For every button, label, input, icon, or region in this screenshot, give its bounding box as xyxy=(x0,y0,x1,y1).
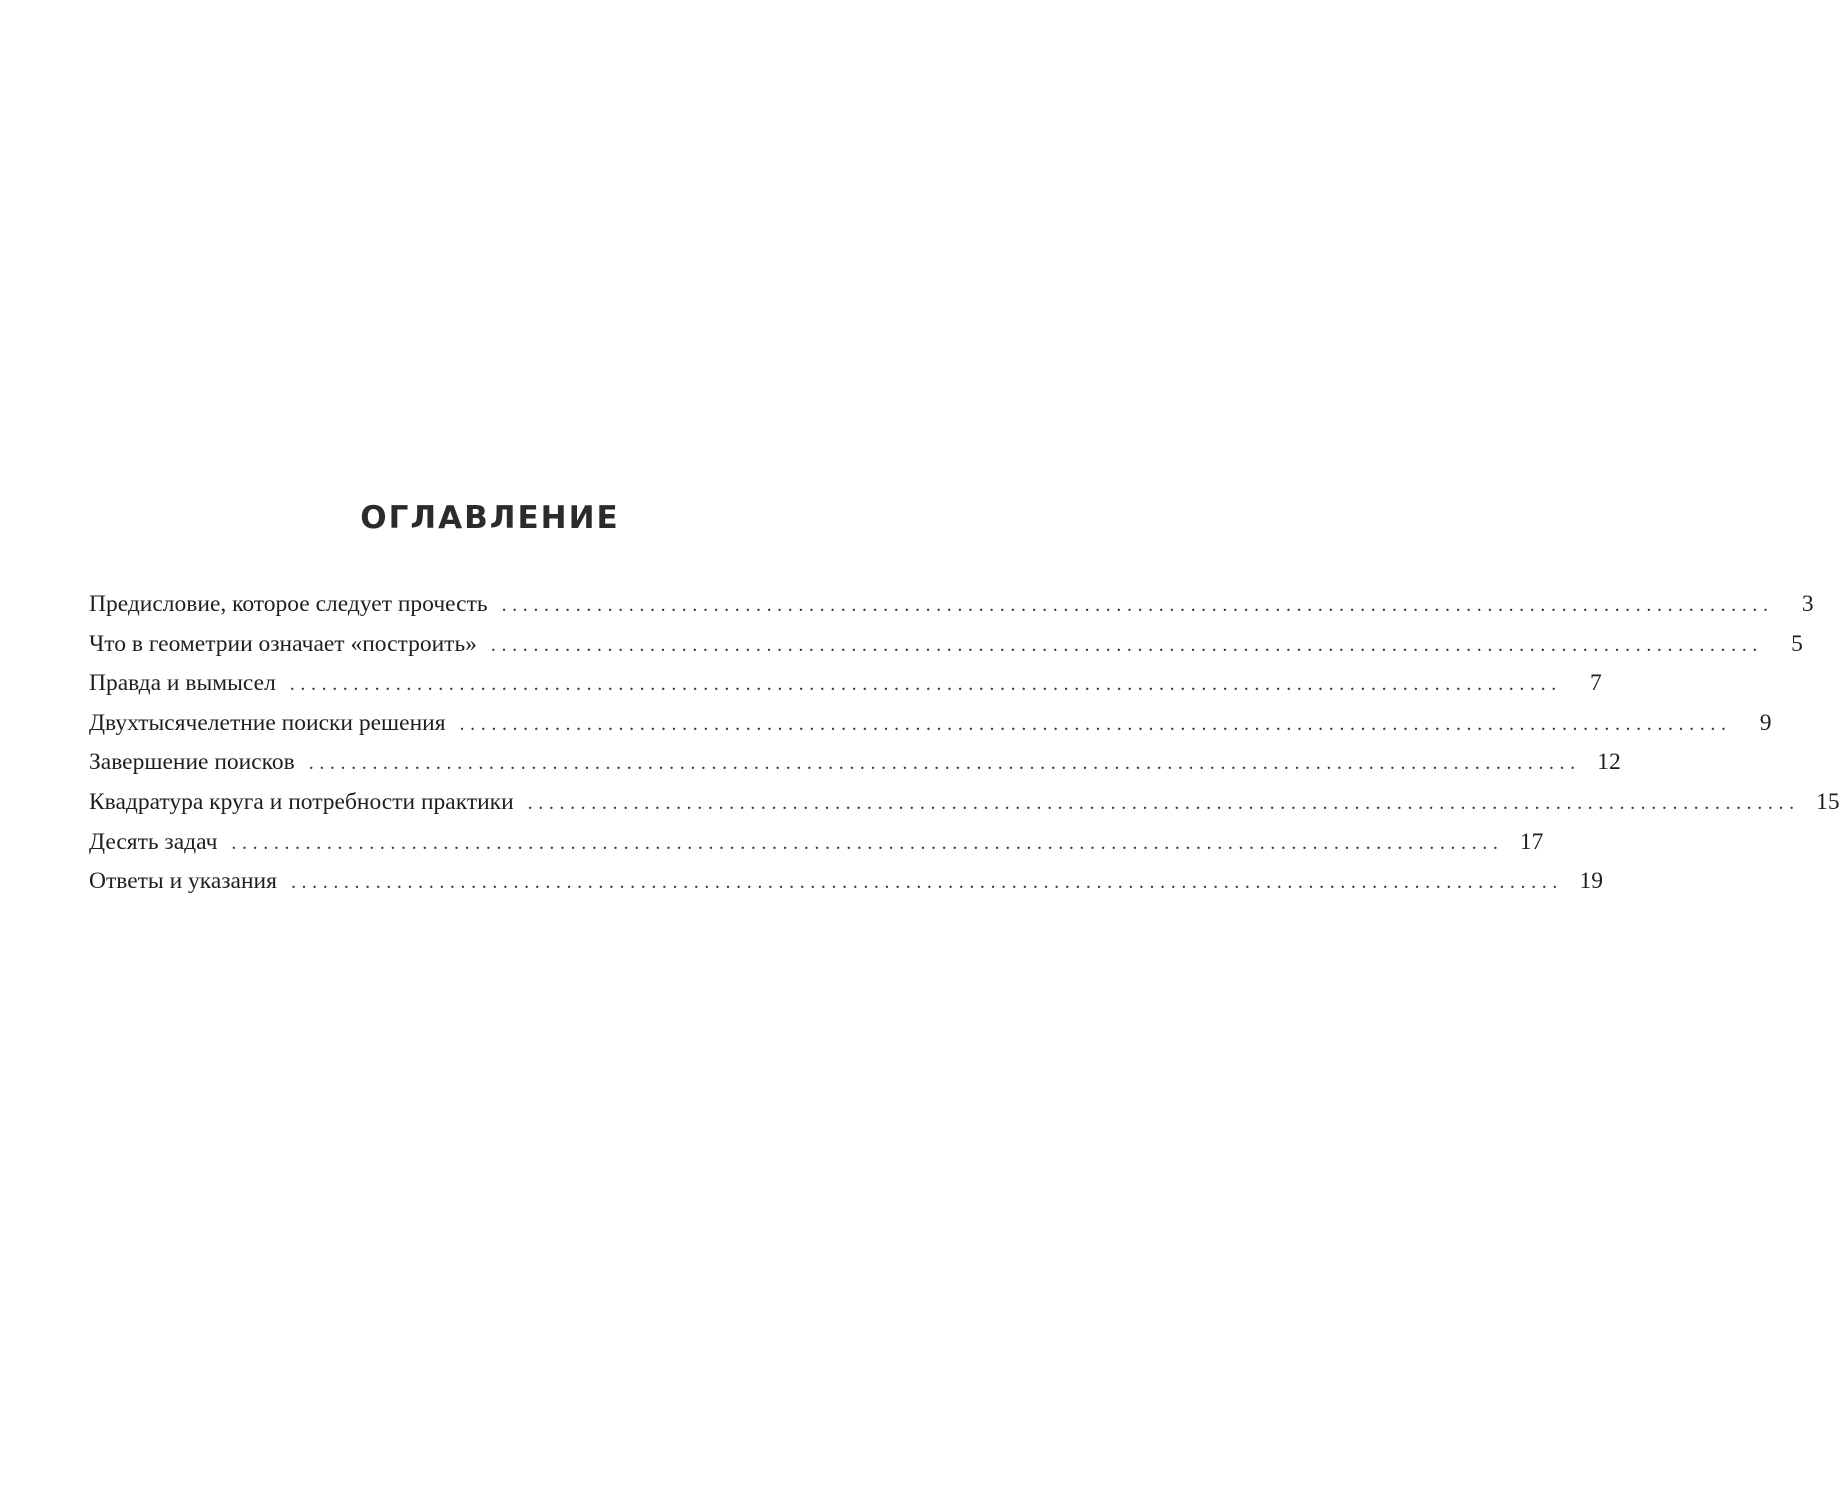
toc-entry-title: Что в геометрии означает «построить» xyxy=(89,630,477,657)
toc-entry-title: Ответы и указания xyxy=(89,868,277,895)
toc-entry-page: 9 xyxy=(1759,709,1772,736)
toc-dot-leader: ........................................................................................................................ xyxy=(501,594,1774,616)
toc-entry-title: Завершение поисков xyxy=(89,749,295,776)
toc-entry[interactable] xyxy=(89,862,1603,902)
toc-dot-leader: ........................................................................................................................ xyxy=(231,831,1504,854)
toc-dot-leader: ........................................................................................................................ xyxy=(308,752,1581,775)
toc-entry-page: 15 xyxy=(1816,788,1840,815)
toc-entry[interactable] xyxy=(89,743,1621,783)
toc-entry-title: Десять задач xyxy=(89,828,218,855)
toc-dot-leader: ........................................................................................................................ xyxy=(290,871,1563,894)
toc-entry-title: Двухтысячелетние поиски решения xyxy=(89,709,446,736)
toc-heading: ОГЛАВЛЕНИЕ xyxy=(360,500,620,536)
toc-dot-leader: ........................................................................................................................ xyxy=(459,712,1732,735)
toc-entry[interactable] xyxy=(89,625,1803,665)
toc-list xyxy=(89,585,1840,902)
toc-dot-leader: ........................................................................................................................ xyxy=(289,673,1562,696)
toc-entry-title: Предисловие, которое следует прочесть xyxy=(89,591,488,617)
toc-entry-page: 5 xyxy=(1791,630,1803,657)
toc-entry[interactable] xyxy=(89,664,1602,704)
toc-entry[interactable] xyxy=(89,704,1772,744)
toc-entry-title: Квадратура круга и потребности практики xyxy=(89,788,514,815)
toc-entry-page: 3 xyxy=(1801,591,1814,617)
toc-entry-page: 19 xyxy=(1579,868,1603,895)
toc-entry-page: 12 xyxy=(1597,749,1621,776)
toc-dot-leader: ........................................................................................................................ xyxy=(490,633,1763,656)
toc-dot-leader: ........................................................................................................................ xyxy=(527,791,1800,814)
toc-entry[interactable] xyxy=(89,823,1544,863)
toc-entry-page: 7 xyxy=(1590,670,1602,697)
toc-entry[interactable] xyxy=(89,783,1840,823)
toc-entry[interactable] xyxy=(89,585,1814,625)
toc-entry-title: Правда и вымысел xyxy=(89,670,276,697)
toc-entry-page: 17 xyxy=(1519,828,1544,855)
